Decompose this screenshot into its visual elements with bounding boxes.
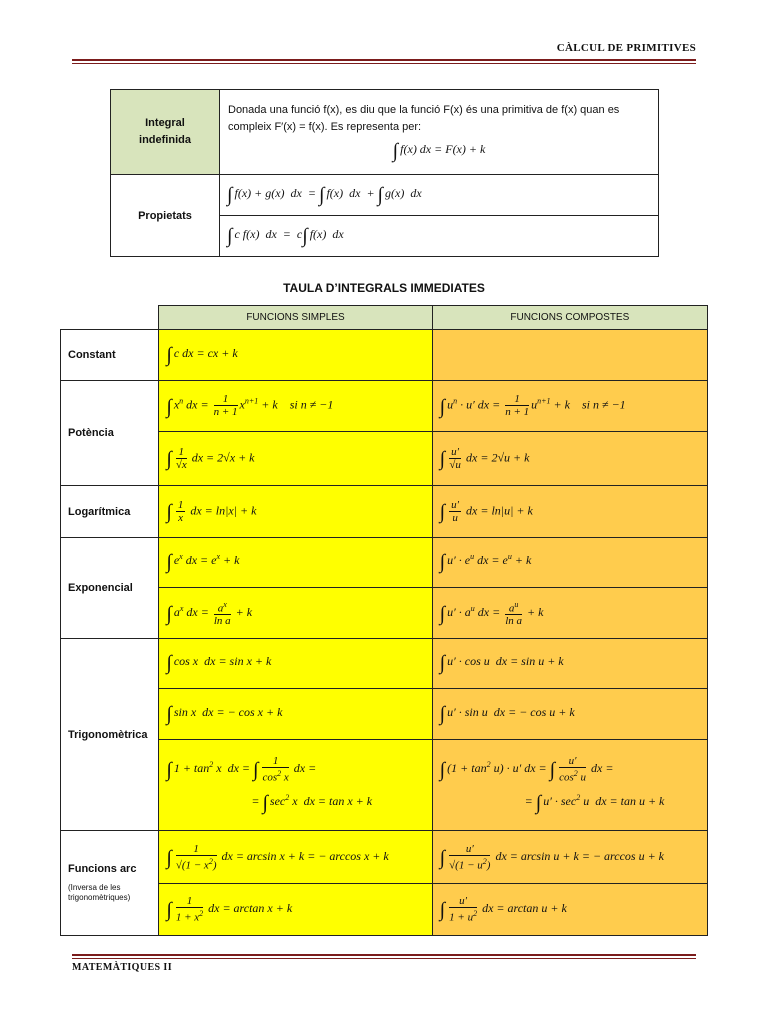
row-arc-note: (Inversa de les trigonomètriques) xyxy=(68,883,131,902)
formula-constant-compound xyxy=(432,330,707,381)
formula-sqrt-compound: ∫ $\frac{u'}{√u}$ dx = 2√u + k xyxy=(432,432,707,486)
footer-rule xyxy=(72,954,696,956)
empty-corner xyxy=(61,306,159,330)
row-trigonometrica: Trigonomètrica xyxy=(61,639,159,831)
row-exponencial: Exponencial xyxy=(61,538,159,639)
integral-label xyxy=(111,90,220,175)
footer-rule-thin xyxy=(72,958,696,959)
formula-sin: ∫ sin x dx = − cos x + k xyxy=(159,689,432,740)
property-sum: ∫ f(x) + g(x) dx = ∫ f(x) dx + ∫ g(x) dx xyxy=(220,175,659,216)
formula-sin-compound: ∫ u′ · sin u dx = − cos u + k xyxy=(432,689,707,740)
formula-arctan-compound: ∫ $\frac{u'}{1 + u^2}$ dx = arctan u + k xyxy=(432,884,707,936)
power-note-compound: si n ≠ −1 xyxy=(581,397,626,412)
property-const: ∫ c f(x) dx = c∫ f(x) dx xyxy=(220,216,659,257)
col-compound: FUNCIONS COMPOSTES xyxy=(432,306,707,330)
formula-arcsin-compound: ∫ $\frac{u'}{√(1 - u^2)}$ dx = arcsin u + k = − arccos u + k xyxy=(432,831,707,884)
definitions-table xyxy=(110,89,659,257)
formula-exp: ∫ $e^x$ dx = $e^x + k$ xyxy=(159,538,432,588)
formula-tan-compound: ∫ $(1 + \tan^2 u) \cdot u'$ dx = ∫ $\frac{u'}{\cos^2 u}$ dx = = ∫ $u' \cdot \sec^2 u$ dx = tan u + k xyxy=(432,740,707,831)
row-arc xyxy=(61,831,159,936)
formula-arcsin: ∫ $\frac{1}{√(1 - x^2)}$ dx = arcsin x + k = − arccos x + k xyxy=(159,831,432,884)
footer-title: MATEMÀTIQUES II xyxy=(72,962,172,973)
header-title: CÀLCUL DE PRIMITIVES xyxy=(556,42,696,54)
formula-power-compound: ∫ $u^n \cdot u'$ dx = $\frac{1}{n + 1}$ $u^{n+1} + k$ si n ≠ −1 xyxy=(432,381,707,432)
formula-exp-a-compound: ∫ $u' \cdot a^u$ dx = $\frac{a^u}{\text{ln a}}$ + k xyxy=(432,588,707,639)
formula-constant: ∫ c dx = cx + k xyxy=(159,330,432,381)
table-title: TAULA D’INTEGRALS IMMEDIATES xyxy=(283,281,485,295)
formula-tan: ∫ $1 + \tan^2 x$ dx = ∫ $\frac{1}{\cos^2 x}$ dx = = ∫ $\sec^2 x$ dx = tan x + k xyxy=(159,740,432,831)
formula-cos-compound: ∫ u′ · cos u dx = sin u + k xyxy=(432,639,707,689)
formula-arctan: ∫ $\frac{1}{1 + x^2}$ dx = arctan x + k xyxy=(159,884,432,936)
integral-formula: ∫ f(x) dx = F(x) + k xyxy=(392,139,486,162)
col-simple: FUNCIONS SIMPLES xyxy=(159,306,432,330)
integral-label-text: Integral indefinida xyxy=(139,117,191,146)
row-constant: Constant xyxy=(61,330,159,381)
integral-definition xyxy=(220,90,659,175)
formula-sqrt: ∫ $\frac{1}{√x}$ dx = 2√x + k xyxy=(159,432,432,486)
integrals-table xyxy=(60,305,708,936)
properties-label: Propietats xyxy=(111,175,220,257)
row-arc-label: Funcions arc xyxy=(68,863,137,875)
header-rule xyxy=(72,59,696,61)
formula-log: ∫ $\frac{1}{x}$ dx = ln|x| + k xyxy=(159,486,432,538)
formula-exp-compound: ∫ $u' \cdot e^u$ dx = $e^u + k$ xyxy=(432,538,707,588)
header-rule-thin xyxy=(72,63,696,64)
formula-power: ∫ $x^n$ dx = $\frac{1}{n + 1}$ $x^{n+1} + k$ si n ≠ −1 xyxy=(159,381,432,432)
integral-text: Donada una funció f(x), es diu que la funció F(x) és una primitiva de f(x) quan es compleix F′(x) = f(x). Es representa per: xyxy=(228,103,620,133)
formula-cos: ∫ cos x dx = sin x + k xyxy=(159,639,432,689)
row-potencia: Potència xyxy=(61,381,159,486)
power-note: si n ≠ −1 xyxy=(289,397,334,412)
formula-exp-a: ∫ $a^x$ dx = $\frac{a^x}{\text{ln a}}$ + k xyxy=(159,588,432,639)
row-logaritmica: Logarítmica xyxy=(61,486,159,538)
formula-log-compound: ∫ $\frac{u'}{u}$ dx = ln|u| + k xyxy=(432,486,707,538)
